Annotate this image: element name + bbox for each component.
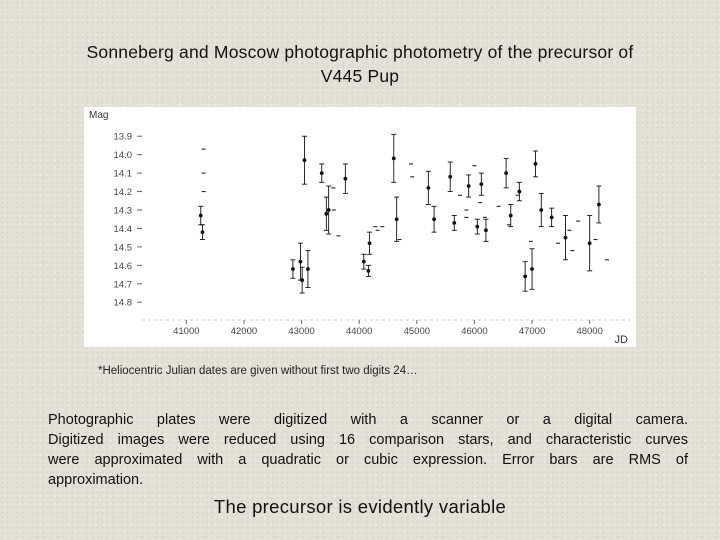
data-point — [452, 221, 456, 225]
y-tick-label: 14.8 — [113, 297, 132, 309]
data-point — [320, 171, 324, 175]
description-line: Photographic plates were digitized with a scanner or a digital camera. — [48, 412, 688, 428]
data-point — [199, 214, 203, 218]
data-point — [504, 171, 508, 175]
title-line-1: Sonneberg and Moscow photographic photometry of the precursor of — [86, 42, 634, 62]
data-point — [299, 260, 303, 264]
data-point — [484, 228, 488, 232]
data-point — [597, 203, 601, 207]
light-curve-plot — [84, 107, 636, 347]
title-line-2: V445 Pup — [320, 66, 400, 86]
data-point — [479, 182, 483, 186]
data-point — [343, 177, 347, 181]
data-point — [517, 190, 521, 194]
data-point — [509, 214, 513, 218]
y-tick-label: 14.7 — [113, 279, 132, 291]
data-point — [300, 278, 304, 282]
data-point — [324, 212, 328, 216]
description-line: were approximated with a quadratic or cubic expression. Error bars are RMS of — [48, 452, 688, 468]
data-point — [367, 269, 371, 273]
x-tick-label: 44000 — [345, 326, 373, 337]
x-tick-label: 48000 — [576, 326, 603, 337]
x-tick-label: 46000 — [461, 326, 488, 337]
data-point — [306, 267, 310, 271]
data-point — [523, 275, 527, 279]
data-point — [475, 225, 479, 229]
y-tick-label: 14.1 — [113, 168, 132, 180]
data-point — [448, 175, 452, 179]
conclusion-text: The precursor is evidently variable — [213, 496, 507, 517]
data-point — [392, 156, 396, 160]
y-tick-label: 14.0 — [113, 150, 132, 162]
description-paragraph — [48, 410, 688, 490]
data-point — [530, 267, 534, 271]
y-tick-label: 14.3 — [113, 205, 132, 217]
x-tick-label: 45000 — [403, 326, 431, 337]
y-tick-label: 14.2 — [113, 187, 132, 199]
data-point — [539, 208, 543, 212]
data-point — [467, 184, 471, 188]
description-line: approximation. — [48, 472, 144, 488]
data-point — [550, 215, 554, 219]
data-point — [368, 241, 372, 245]
y-tick-label: 14.6 — [113, 260, 132, 272]
y-axis-label: Mag — [89, 110, 109, 121]
x-tick-label: 43000 — [288, 326, 315, 337]
y-tick-label: 14.4 — [113, 223, 132, 235]
data-point — [303, 158, 307, 162]
x-tick-label: 47000 — [518, 326, 546, 337]
data-point — [327, 208, 331, 212]
footnote: *Heliocentric Julian dates are given without first two digits 24… — [98, 365, 418, 377]
data-point — [291, 267, 295, 271]
y-tick-label: 14.5 — [113, 242, 132, 254]
y-tick-label: 13.9 — [113, 131, 132, 143]
data-point — [362, 260, 366, 264]
data-point — [534, 162, 538, 166]
x-tick-label: 42000 — [230, 326, 258, 337]
data-point — [395, 217, 399, 221]
data-point — [432, 217, 436, 221]
x-axis-label: JD — [614, 334, 628, 346]
data-point — [201, 230, 205, 234]
data-point — [564, 236, 568, 240]
x-tick-label: 41000 — [173, 326, 200, 337]
slide-title — [20, 40, 700, 88]
light-curve-svg — [84, 107, 636, 347]
data-point — [588, 241, 592, 245]
description-line: Digitized images were reduced using 16 comparison stars, and characteristic curves — [48, 432, 688, 448]
data-point — [426, 186, 430, 190]
